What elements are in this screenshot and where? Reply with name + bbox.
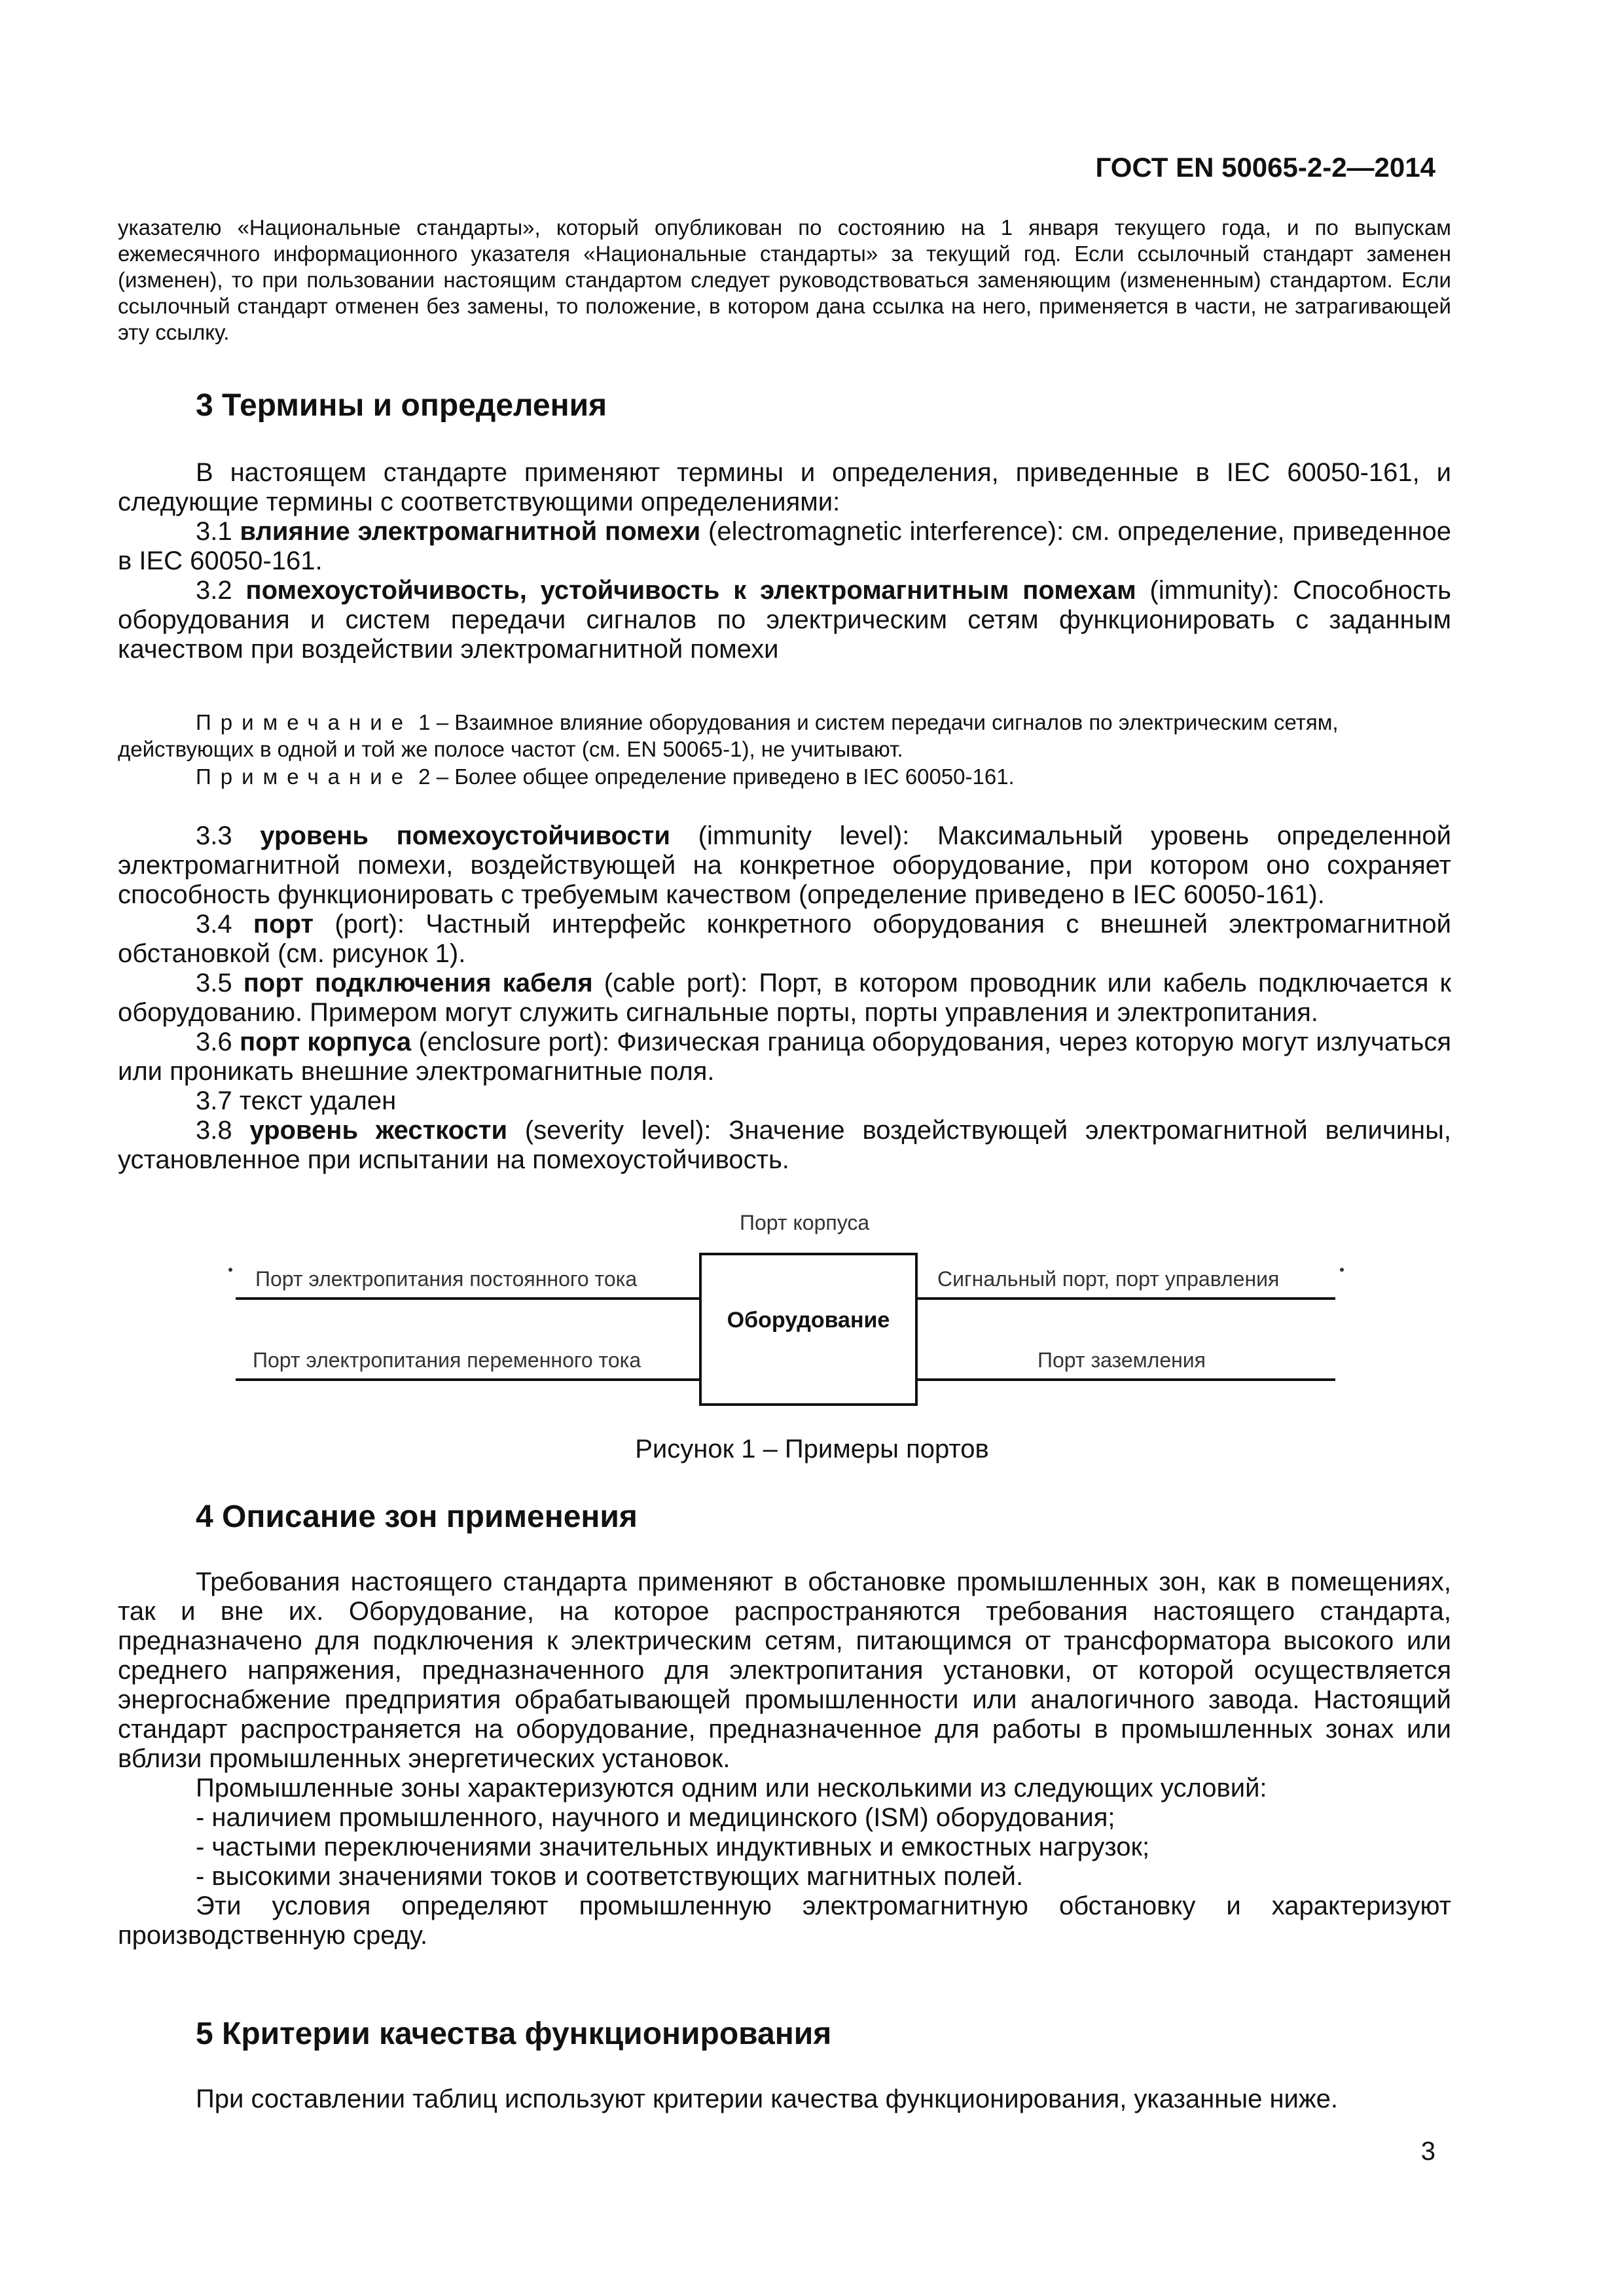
note-2: Примечание 2 – Более общее определение приведено в IEC 60050-161. <box>196 764 1015 789</box>
section-5-body <box>118 2085 1451 2114</box>
section-5-title: 5 Критерии качества функционирования <box>196 2017 832 2051</box>
section-4-bullet-1: - наличием промышленного, научного и медицинского (ISM) оборудования; <box>196 1803 1115 1832</box>
section-3-terms-continued <box>118 821 1451 1175</box>
section-3-title: 3 Термины и определения <box>196 388 607 423</box>
section-4-body <box>118 1568 1451 1950</box>
section-4-title: 4 Описание зон применения <box>196 1499 638 1534</box>
section-4-bullet-2: - частыми переключениями значительных индуктивных и емкостных нагрузок; <box>196 1833 1150 1861</box>
term-3-1: 3.1 влияние электромагнитной помехи (electromagnetic interference): см. определение, приведенное в IEC 60050-161. <box>118 517 1452 575</box>
figure-1-caption: Рисунок 1 – Примеры портов <box>635 1435 989 1463</box>
ac-port-label: Порт электропитания переменного тока <box>253 1348 641 1372</box>
section-4-paragraph-1: Требования настоящего стандарта применяют в обстановке промышленных зон, как в помещениях, так и вне их. Оборудование, на которое распространяются требования настоящего стандарта, предназначено для подключения к электрическим сетям, питающимся от трансформатора высокого или среднего напряжения, предназначенного для электропитания установки, от которой осуществляется энергоснабжение предприятия обрабатывающей промышленности или аналогичного завода. Настоящий стандарт распространяется на оборудование, предназначенное для работы в промышленных зонах или вблизи промышленных энергетических установок. <box>118 1568 1451 1773</box>
equipment-label: Оборудование <box>727 1308 890 1333</box>
term-3-3: 3.3 уровень помехоустойчивости (immunity level): Максимальный уровень определенной электромагнитной помехи, воздействующей на конкретное оборудование, при котором оно сохраняет способность функционировать с требуемым качеством (определение приведено в IEC 60050-161). <box>118 821 1451 909</box>
term-3-7: 3.7 текст удален <box>196 1086 397 1115</box>
section-4-paragraph-3: Эти условия определяют промышленную электромагнитную обстановку и характеризуют производственную среду. <box>118 1892 1451 1950</box>
left-dot <box>228 1268 232 1272</box>
section-3-lead: В настоящем стандарте применяют термины и определения, приведенные в IEC 60050-161, и следующие термины с соответствующими определениями: <box>118 458 1451 516</box>
section-4-bullet-3: - высокими значениями токов и соответствующих магнитных полей. <box>196 1862 1024 1891</box>
document-code: ГОСТ EN 50065-2-2—2014 <box>1095 152 1435 183</box>
section-3-body <box>118 458 1451 664</box>
signal-port-label: Сигнальный порт, порт управления <box>937 1267 1280 1291</box>
figure-1-ports-diagram <box>223 1211 1348 1433</box>
term-3-2: 3.2 помехоустойчивость, устойчивость к электромагнитным помехам (immunity): Способность оборудования и систем передачи сигналов по электрическим сетям функционировать с заданным качеством при воздействии электромагнитной помехи <box>118 576 1452 664</box>
term-3-8: 3.8 уровень жесткости (severity level): Значение воздействующей электромагнитной величины, установленное при испытании на помехоустойчивость. <box>118 1116 1451 1174</box>
note-1: Примечание 1 – Взаимное влияние оборудования и систем передачи сигналов по электрическим сетям, действующих в одной и той же полосе частот (см. EN 50065-1), не учитывают. <box>118 710 1339 761</box>
dc-port-label: Порт электропитания постоянного тока <box>255 1267 638 1291</box>
term-3-4: 3.4 порт (port): Частный интерфейс конкретного оборудования с внешней электромагнитной обстановкой (см. рисунок 1). <box>118 910 1452 968</box>
term-3-6: 3.6 порт корпуса (enclosure port): Физическая граница оборудования, через которую могут излучаться или проникать внешние электромагнитные поля. <box>118 1028 1452 1086</box>
page-number: 3 <box>1420 2137 1435 2166</box>
section-5-paragraph-1: При составлении таблиц используют критерии качества функционирования, указанные ниже. <box>196 2085 1339 2113</box>
enclosure-port-label: Порт корпуса <box>740 1211 870 1234</box>
ground-port-label: Порт заземления <box>1038 1348 1206 1372</box>
right-dot <box>1340 1268 1344 1272</box>
section-4-paragraph-2: Промышленные зоны характеризуются одним или несколькими из следующих условий: <box>196 1774 1267 1803</box>
equipment-box <box>699 1253 918 1406</box>
term-3-5: 3.5 порт подключения кабеля (cable port): Порт, в котором проводник или кабель подключается к оборудованию. Примером могут служить сигнальные порты, порты управления и электропитания. <box>118 969 1452 1027</box>
intro-paragraph: указателю «Национальные стандарты», который опубликован по состоянию на 1 января текущего года, и по выпускам ежемесячного информационного указателя «Национальные стандарты» за текущий год. Если ссылочный стандарт заменен (изменен), то при пользовании настоящим стандартом следует руководствоваться заменяющим (измененным) стандартом. Если ссылочный стандарт отменен без замены, то положение, в котором дана ссылка на него, применяется в части, не затрагивающей эту ссылку. <box>118 215 1451 344</box>
